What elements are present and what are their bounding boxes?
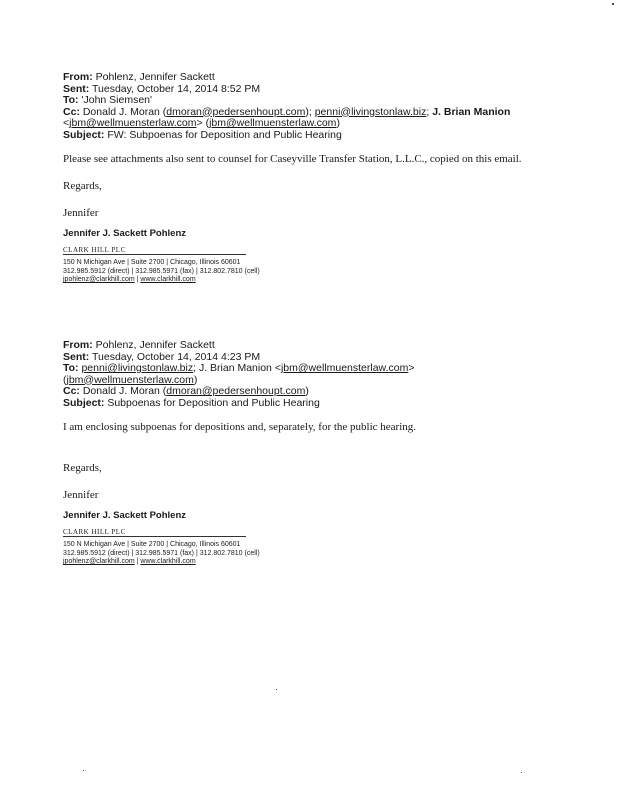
to-label: To:: [63, 94, 79, 106]
signature-links: [63, 558, 563, 567]
subject-line: [63, 130, 563, 142]
signature-block: [63, 510, 563, 567]
email-body: [63, 153, 533, 220]
signoff-text: Jennifer: [63, 207, 99, 219]
email-forward-block: [63, 72, 563, 285]
subject-value: FW: Subpoenas for Deposition and Public Hearing: [107, 128, 342, 141]
signature-address: 150 N Michigan Ave | Suite 2700 | Chicago, Illinois 60601: [63, 259, 241, 266]
signature-address: 150 N Michigan Ave | Suite 2700 | Chicago, Illinois 60601: [63, 541, 241, 548]
firm-name: CLARK HILL PLC: [63, 246, 246, 255]
cc-email-link[interactable]: dmoran@pedersenhoupt.com: [166, 105, 306, 118]
cc-text: ): [305, 385, 309, 397]
cc-label: Cc:: [63, 105, 80, 118]
signature-name: Jennifer J. Sackett Pohlenz: [63, 228, 187, 239]
signature-web-link[interactable]: www.clarkhill.com: [140, 276, 196, 283]
signature-email-link[interactable]: jpohlenz@clarkhill.com: [63, 276, 135, 283]
to-email-link[interactable]: penni@livingstonlaw.biz: [81, 362, 194, 374]
cc-text: Donald J. Moran (: [82, 105, 167, 118]
cc-email-link[interactable]: penni@livingstonlaw.biz: [314, 105, 427, 118]
signoff-text: Jennifer: [63, 489, 99, 501]
cc-email-link[interactable]: jbm@wellmuensterlaw.com: [209, 117, 337, 129]
scan-speck: [521, 772, 522, 773]
scan-speck: [612, 3, 614, 5]
subject-label: Subject:: [63, 128, 105, 141]
cc-email-link[interactable]: jbm@wellmuensterlaw.com: [69, 117, 197, 129]
to-text: >: [408, 362, 415, 374]
sent-value: Tuesday, October 14, 2014 8:52 PM: [91, 82, 261, 95]
scan-speck: [276, 689, 277, 690]
signature-contact: [63, 541, 563, 567]
cc-text: > (: [196, 117, 210, 129]
signature-contact: [63, 259, 563, 285]
subject-line: [63, 398, 563, 410]
signature-name: Jennifer J. Sackett Pohlenz: [63, 510, 187, 521]
to-email-link[interactable]: jbm@wellmuensterlaw.com: [66, 373, 194, 386]
signature-phones: 312.985.5912 (direct) | 312.985.5971 (fax) | 312.802.7810 (cell): [63, 267, 260, 275]
sent-label: Sent:: [63, 350, 90, 363]
cc-separator: ;: [426, 105, 433, 118]
signature-web-link[interactable]: www.clarkhill.com: [140, 558, 196, 565]
subject-value: Subpoenas for Deposition and Public Hearing: [107, 396, 320, 409]
cc-label: Cc:: [63, 385, 80, 397]
email-original-block: [63, 340, 563, 567]
cc-text: <: [63, 117, 70, 129]
cc-bold-name: J. Brian Manion: [432, 105, 511, 118]
scan-speck: [83, 770, 84, 771]
signature-separator: |: [134, 276, 141, 283]
to-text: (: [63, 373, 67, 386]
from-value: Pohlenz, Jennifer Sackett: [95, 71, 215, 83]
subject-label: Subject:: [63, 396, 105, 409]
regards-text: Regards,: [63, 180, 102, 192]
sent-label: Sent:: [63, 82, 90, 95]
cc-text: ): [336, 117, 340, 129]
regards-text: Regards,: [63, 462, 102, 474]
to-value: 'John Siemsen': [81, 94, 153, 106]
body-paragraph: I am enclosing subpoenas for depositions and, separately, for the public hearing.: [63, 421, 417, 433]
firm-name: CLARK HILL PLC: [63, 528, 246, 537]
to-text: ): [193, 373, 198, 386]
body-paragraph: Please see attachments also sent to counsel for Caseyville Transfer Station, L.L.C., copied on this email.: [63, 153, 522, 165]
to-email-link[interactable]: jbm@wellmuensterlaw.com: [280, 362, 409, 374]
from-value: Pohlenz, Jennifer Sackett: [95, 339, 215, 351]
sent-value: Tuesday, October 14, 2014 4:23 PM: [91, 350, 261, 363]
to-text: ; J. Brian Manion <: [193, 362, 281, 374]
email-body: [63, 421, 533, 502]
from-label: From:: [63, 71, 93, 83]
signature-email-link[interactable]: jpohlenz@clarkhill.com: [63, 558, 135, 565]
signature-block: [63, 228, 563, 285]
signature-links: [63, 276, 563, 285]
from-label: From:: [63, 339, 93, 351]
cc-text: Donald J. Moran (: [82, 385, 167, 397]
signature-separator: |: [134, 558, 141, 565]
cc-email-link[interactable]: dmoran@pedersenhoupt.com: [166, 385, 306, 397]
cc-separator: );: [305, 105, 315, 118]
signature-phones: 312.985.5912 (direct) | 312.985.5971 (fax) | 312.802.7810 (cell): [63, 549, 260, 557]
to-label: To:: [63, 362, 79, 374]
